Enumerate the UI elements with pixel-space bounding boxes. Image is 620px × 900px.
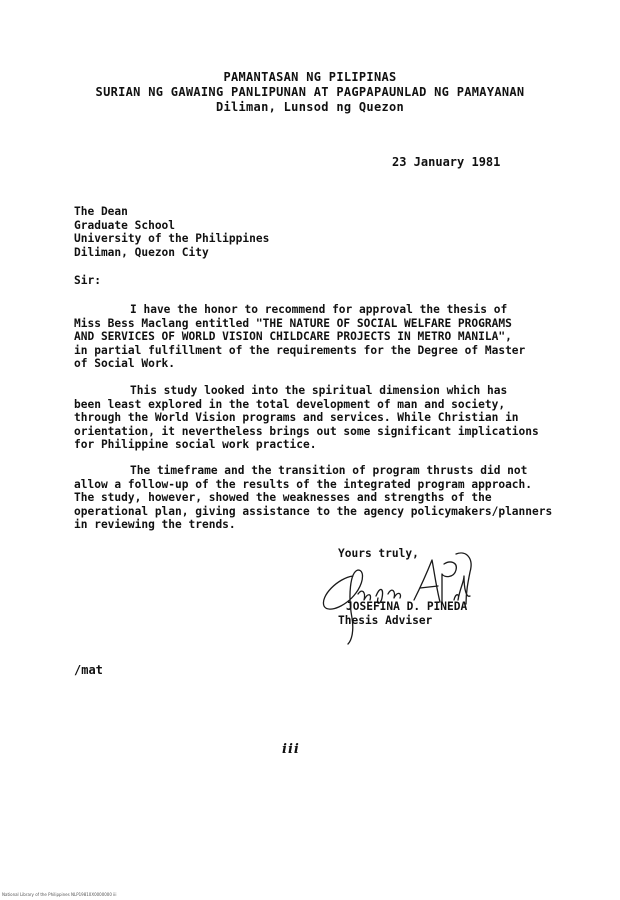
letterhead-institute: SURIAN NG GAWAING PANLIPUNAN AT PAGPAPAUNLAD NG PAMAYANAN: [95, 85, 525, 99]
recipient-line: Graduate School: [74, 218, 176, 232]
paragraph-line: in reviewing the trends.: [74, 518, 236, 532]
paragraph-line: Miss Bess Maclang entitled "THE NATURE OF SOCIAL WELFARE PROGRAMS: [74, 316, 512, 330]
page-number: iii: [282, 742, 300, 757]
paragraph-line: The study, however, showed the weaknesses and strengths of the: [74, 491, 492, 505]
paragraph-line: in partial fulfillment of the requirements for the Degree of Master: [74, 343, 526, 357]
body-paragraph-2: [74, 384, 539, 452]
paragraph-line: operational plan, giving assistance to the agency policymakers/planners: [74, 504, 553, 518]
typist-initials: /mat: [74, 663, 103, 677]
recipient-line: University of the Philippines: [74, 232, 270, 246]
body-paragraph-3: [74, 464, 552, 532]
paragraph-line: through the World Vision programs and services. While Christian in: [74, 411, 519, 425]
paragraph-line: orientation, it nevertheless brings out some significant implications: [74, 424, 539, 438]
paragraph-line: of Social Work.: [74, 357, 176, 371]
letter-date: 23 January 1981: [392, 155, 501, 169]
paragraph-line: The timeframe and the transition of program thrusts did not: [130, 464, 528, 477]
body-paragraph-1: [74, 303, 525, 371]
recipient-line: Diliman, Quezon City: [74, 245, 209, 259]
paragraph-line: for Philippine social work practice.: [74, 438, 317, 452]
paragraph-line: I have the honor to recommend for approval the thesis of: [130, 303, 508, 316]
paragraph-line: allow a follow-up of the results of the integrated program approach.: [74, 477, 533, 491]
paragraph-line: been least explored in the total development of man and society,: [74, 397, 506, 411]
closing: Yours truly,: [338, 547, 419, 560]
salutation: Sir:: [74, 274, 101, 287]
signer-name: JOSEFINA D. PINEDA: [346, 600, 468, 613]
signer-title: Thesis Adviser: [338, 614, 433, 627]
paragraph-line: This study looked into the spiritual dimension which has: [130, 384, 508, 397]
scan-footer: National Library of the Philippines NLP19810X0000000 iii: [2, 892, 117, 897]
recipient-line: The Dean: [74, 205, 128, 218]
recipient-block: [74, 205, 269, 259]
paragraph-line: AND SERVICES OF WORLD VISION CHILDCARE PROJECTS IN METRO MANILA",: [74, 330, 512, 344]
letterhead-university: PAMANTASAN NG PILIPINAS: [223, 70, 397, 84]
handwritten-signature: [318, 548, 478, 648]
letterhead-address: Diliman, Lunsod ng Quezon: [215, 100, 405, 114]
